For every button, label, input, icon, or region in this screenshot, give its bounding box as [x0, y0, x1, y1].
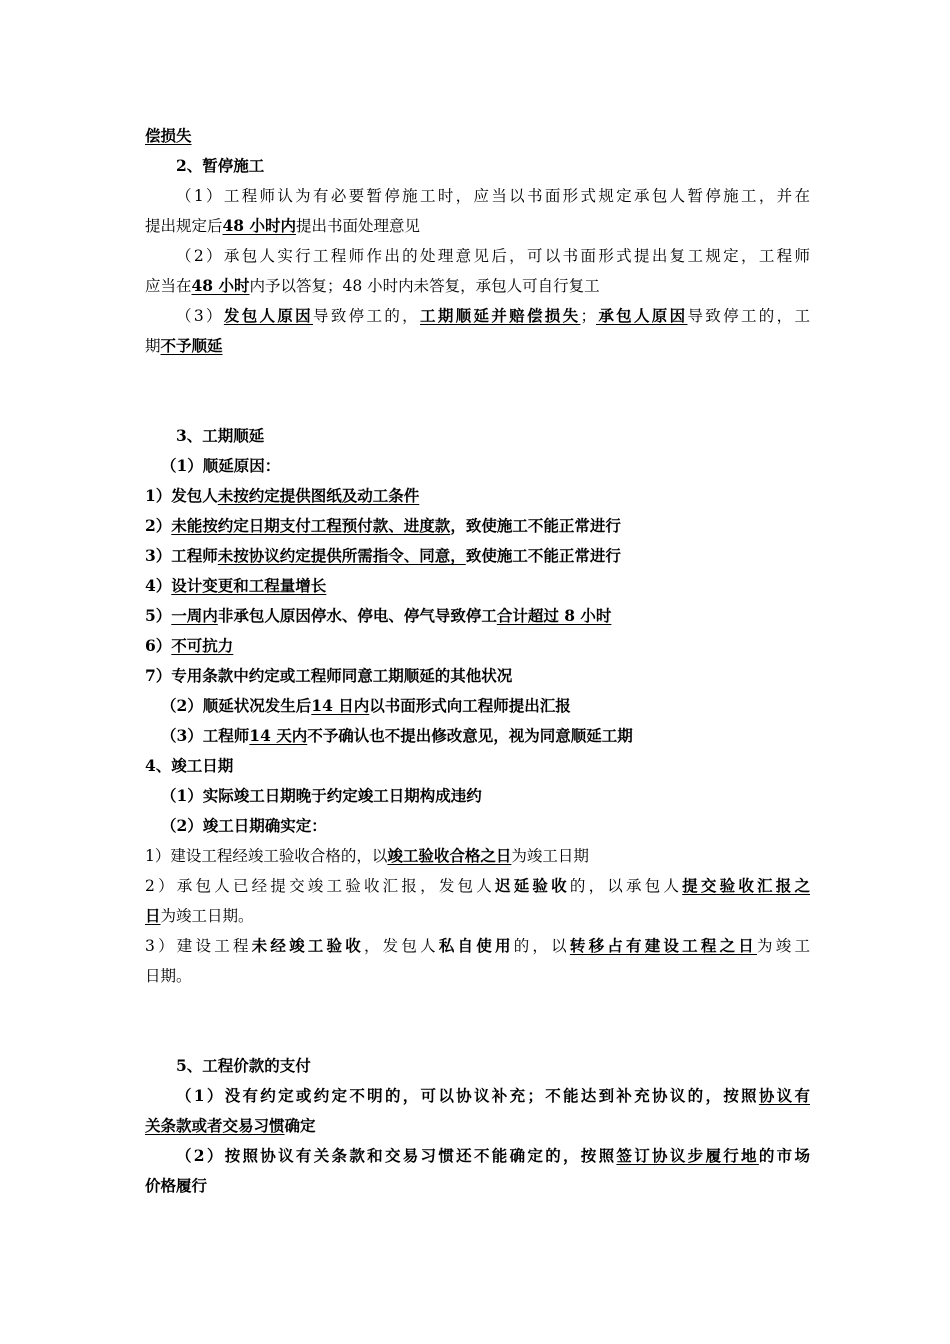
heading-section-4: [145, 751, 810, 781]
text-line: [145, 121, 810, 151]
text-segment: 提出书面处理意见: [295, 217, 420, 235]
section-3-extension: [145, 421, 810, 751]
list-item: [145, 571, 810, 601]
list-item: [145, 481, 810, 511]
emphasis-text: 设计变更和工程量增长: [171, 576, 327, 595]
text-segment: 为竣工日期。: [160, 907, 254, 925]
text-line: [145, 301, 810, 331]
text-segment: 1）建设工程经竣工验收合格的，以: [145, 847, 388, 865]
text-segment: （1）没有约定或约定不明的，可以协议补充；不能达到补充协议的，按照: [176, 1086, 759, 1105]
text-line: [145, 721, 810, 751]
emphasis-text: 工期顺延并赔偿损失: [420, 306, 581, 325]
text-segment: 的，以: [513, 937, 570, 955]
heading-section-3: [145, 421, 810, 451]
text-segment: 价格履行: [145, 1176, 208, 1195]
text-segment: 3）工程师: [145, 546, 218, 565]
text-line: [145, 181, 810, 211]
text-line: [145, 961, 810, 991]
text-line: [145, 1081, 810, 1111]
text-segment: 4）: [145, 576, 172, 595]
text-segment: （2）顺延状况发生后: [161, 696, 312, 715]
emphasis-text: 14 天内: [249, 726, 308, 745]
text-segment: 4、竣工日期: [145, 756, 234, 775]
text-segment: 日期。: [145, 967, 192, 985]
section-4-completion: [145, 751, 810, 991]
emphasis-text: 48 小时内: [222, 216, 296, 235]
list-item: [145, 631, 810, 661]
text-line: [145, 811, 810, 841]
emphasis-text: 一周内: [171, 606, 218, 625]
text-line: [145, 841, 810, 871]
emphasis-text: 不可抗力: [171, 636, 234, 655]
text-segment: ；: [580, 307, 596, 325]
para-compensation-tail: [145, 121, 810, 151]
list-item: [145, 511, 810, 541]
text-line: [145, 871, 810, 901]
text-segment: （2）竣工日期确实定：: [161, 816, 327, 835]
text-line: [145, 271, 810, 301]
text-segment: （3）: [176, 307, 224, 325]
section-5-payment: [145, 1051, 810, 1201]
text-segment: 3、工期顺延: [176, 426, 265, 445]
list-item: [145, 661, 810, 691]
text-segment: 私自使用: [438, 936, 514, 955]
text-line: [145, 691, 810, 721]
text-segment: （1）实际竣工日期晚于约定竣工日期构成违约: [161, 786, 482, 805]
text-segment: 为竣工日期: [511, 847, 589, 865]
text-segment: 6）: [145, 636, 172, 655]
text-line: [145, 781, 810, 811]
emphasis-text: 未按约定提供图纸及动工条件: [217, 486, 420, 505]
text-segment: 迟延验收: [494, 876, 570, 895]
emphasis-text: 关条款或者交易习惯: [145, 1116, 285, 1135]
emphasis-text: 合计超过 8 小时: [496, 606, 612, 625]
emphasis-text: 48 小时: [191, 276, 250, 295]
emphasis-text: 签订协议步履行地: [616, 1146, 759, 1165]
list-item: [145, 541, 810, 571]
text-segment: （1）工程师认为有必要暂停施工时，应当以书面形式规定承包人暂停施工，并在: [176, 187, 810, 205]
text-segment: 为竣工: [757, 937, 810, 955]
emphasis-text: 未按协议约定提供所需指令、同意，: [217, 546, 466, 565]
text-segment: 内予以答复；48 小时内未答复，承包人可自行复工: [249, 277, 600, 295]
emphasis-text: 协议有: [758, 1086, 810, 1105]
text-segment: 非承包人原因停水、停电、停气导致停工: [217, 606, 497, 625]
text-segment: 5）: [145, 606, 172, 625]
list-item: [145, 601, 810, 631]
emphasis-text: 转移占有建设工程之日: [569, 936, 758, 955]
text-line: [145, 211, 810, 241]
text-segment: 应当在: [145, 277, 192, 295]
text-segment: 2、暂停施工: [176, 156, 265, 175]
text-segment: 期: [145, 337, 161, 355]
text-segment: 的市场: [758, 1146, 810, 1165]
emphasis-text: 偿损失: [145, 126, 192, 145]
text-segment: 以书面形式向工程师提出汇报: [369, 696, 571, 715]
emphasis-text: 不予顺延: [160, 336, 223, 355]
text-segment: 的，以承包人: [569, 877, 683, 895]
section-2-suspension: [145, 151, 810, 361]
text-segment: 1）发包人: [145, 486, 218, 505]
text-segment: 不予确认也不提出修改意见，视为同意顺延工期: [307, 726, 633, 745]
emphasis-text: 14 日内: [311, 696, 370, 715]
text-segment: 导致停工的，: [313, 307, 420, 325]
text-segment: （2）按照协议有关条款和交易习惯还不能确定的，按照: [176, 1146, 617, 1165]
text-segment: （2）承包人实行工程师作出的处理意见后，可以书面形式提出复工规定，工程师: [176, 247, 810, 265]
emphasis-text: 未能按约定日期支付工程预付款、进度款: [171, 516, 451, 535]
text-segment: 致使施工不能正常进行: [465, 546, 621, 565]
text-segment: 3）建设工程: [145, 937, 252, 955]
text-segment: ，致使施工不能正常进行: [450, 516, 621, 535]
text-line: [145, 451, 810, 481]
text-segment: 提出规定后: [145, 217, 223, 235]
text-segment: （3）工程师: [161, 726, 250, 745]
text-segment: 2）承包人已经提交竣工验收汇报，发包人: [145, 877, 495, 895]
text-line: [145, 1111, 810, 1141]
text-segment: 导致停工的，工: [687, 307, 810, 325]
text-segment: 确定: [284, 1116, 316, 1135]
text-segment: 2）: [145, 516, 172, 535]
text-segment: ，发包人: [363, 937, 439, 955]
emphasis-text: 日: [145, 906, 161, 925]
emphasis-text: 发包人原因: [223, 306, 314, 325]
heading-section-2: [145, 151, 810, 181]
text-line: [145, 241, 810, 271]
text-line: [145, 1141, 810, 1171]
heading-section-5: [145, 1051, 810, 1081]
emphasis-text: 提交验收汇报之: [682, 876, 810, 895]
text-line: [145, 931, 810, 961]
text-segment: 5、工程价款的支付: [176, 1056, 311, 1075]
text-segment: 未经竣工验收: [251, 936, 364, 955]
text-line: [145, 901, 810, 931]
emphasis-text: 承包人原因: [595, 306, 688, 325]
text-segment: 7）专用条款中约定或工程师同意工期顺延的其他状况: [145, 666, 513, 685]
text-line: [145, 331, 810, 361]
emphasis-text: 竣工验收合格之日: [387, 846, 512, 865]
text-segment: （1）顺延原因：: [161, 456, 281, 475]
text-line: [145, 1171, 810, 1201]
